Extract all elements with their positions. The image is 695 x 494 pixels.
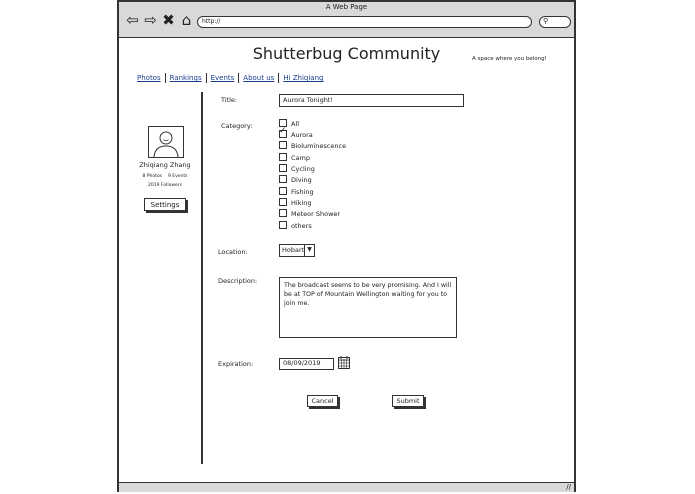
cancel-button[interactable]: Cancel	[307, 395, 338, 407]
location-label: Location:	[218, 248, 248, 256]
browser-search-box[interactable]	[539, 16, 571, 28]
browser-window	[117, 0, 576, 492]
back-arrow-icon[interactable]: ⇦	[126, 11, 139, 29]
category-option-label: Bioluminescence	[291, 142, 347, 150]
category-option-hiking[interactable]	[279, 199, 312, 208]
title-label: Title:	[221, 96, 238, 104]
browser-nav-icons	[125, 13, 194, 28]
expiration-date-input[interactable]: 08/09/2019	[279, 358, 334, 370]
nav-link-about-us[interactable]: About us	[238, 73, 278, 83]
profile-stats	[137, 174, 193, 179]
avatar-icon	[149, 127, 183, 157]
category-option-diving[interactable]	[279, 176, 312, 185]
profile-events-count: 9 Events	[167, 174, 188, 179]
resize-handle-icon[interactable]: //	[566, 483, 571, 491]
avatar	[148, 126, 184, 158]
profile-followers-count: 2019 Followers	[148, 183, 182, 188]
profile-name: Zhiqiang Zhang	[139, 161, 191, 169]
checkbox[interactable]	[279, 221, 287, 229]
page-content	[119, 38, 574, 482]
checkbox[interactable]	[279, 164, 287, 172]
nav-link-photos[interactable]: Photos	[137, 74, 161, 82]
category-option-label: Diving	[291, 176, 312, 184]
browser-titlebar	[119, 2, 574, 38]
category-option-label: others	[291, 222, 312, 230]
calendar-icon[interactable]	[338, 356, 350, 369]
top-nav	[137, 73, 327, 83]
title-input[interactable]: Aurora Tonight!	[279, 94, 464, 107]
chevron-down-icon[interactable]: ▼	[304, 245, 314, 256]
category-option-label: All	[291, 120, 300, 128]
checkbox[interactable]	[279, 198, 287, 206]
search-icon: ⚲	[543, 17, 549, 25]
category-option-bioluminescence[interactable]	[279, 142, 346, 151]
category-option-aurora[interactable]	[279, 131, 313, 140]
expiration-label: Expiration:	[218, 360, 254, 368]
close-icon[interactable]: ✖	[162, 11, 175, 29]
category-option-camp[interactable]	[279, 154, 310, 163]
category-option-label: Camp	[291, 154, 310, 162]
checkbox-checked[interactable]	[279, 130, 287, 138]
site-tagline: A space where you belong!	[472, 56, 547, 62]
nav-link-user-greeting[interactable]: Hi Zhiqiang	[278, 73, 327, 83]
category-label: Category:	[221, 122, 253, 130]
nav-link-rankings[interactable]: Rankings	[165, 73, 206, 83]
checkbox[interactable]	[279, 187, 287, 195]
category-option-meteor-shower[interactable]	[279, 210, 340, 219]
category-option-others[interactable]	[279, 222, 312, 231]
category-option-label: Fishing	[291, 188, 314, 196]
category-option-label: Aurora	[291, 131, 313, 139]
checkbox[interactable]	[279, 153, 287, 161]
site-title: Shutterbug Community	[252, 44, 441, 63]
description-label: Description:	[218, 277, 258, 285]
vertical-divider	[201, 92, 203, 464]
profile-photos-count: 8 Photos	[142, 174, 162, 179]
category-option-label: Cycling	[291, 165, 315, 173]
forward-arrow-icon[interactable]: ⇨	[144, 11, 157, 29]
location-select[interactable]	[279, 244, 315, 257]
window-title: A Web Page	[325, 3, 368, 11]
category-option-label: Meteor Shower	[291, 210, 341, 218]
browser-statusbar	[119, 482, 574, 492]
checkbox[interactable]	[279, 141, 287, 149]
location-value: Hobart	[282, 246, 305, 254]
description-textarea[interactable]: The broadcast seems to be very promising. And I will be at TOP of Mountain Wellington waiting for you to join me.	[279, 277, 457, 338]
checkbox[interactable]	[279, 209, 287, 217]
home-icon[interactable]: ⌂	[181, 11, 192, 29]
url-bar[interactable]: http://	[197, 16, 532, 28]
settings-button[interactable]: Settings	[144, 198, 186, 211]
nav-link-events[interactable]: Events	[206, 73, 239, 83]
category-option-fishing[interactable]	[279, 188, 314, 197]
checkbox[interactable]	[279, 175, 287, 183]
category-option-label: Hiking	[291, 199, 312, 207]
submit-button[interactable]: Submit	[392, 395, 424, 407]
category-option-cycling[interactable]	[279, 165, 315, 174]
